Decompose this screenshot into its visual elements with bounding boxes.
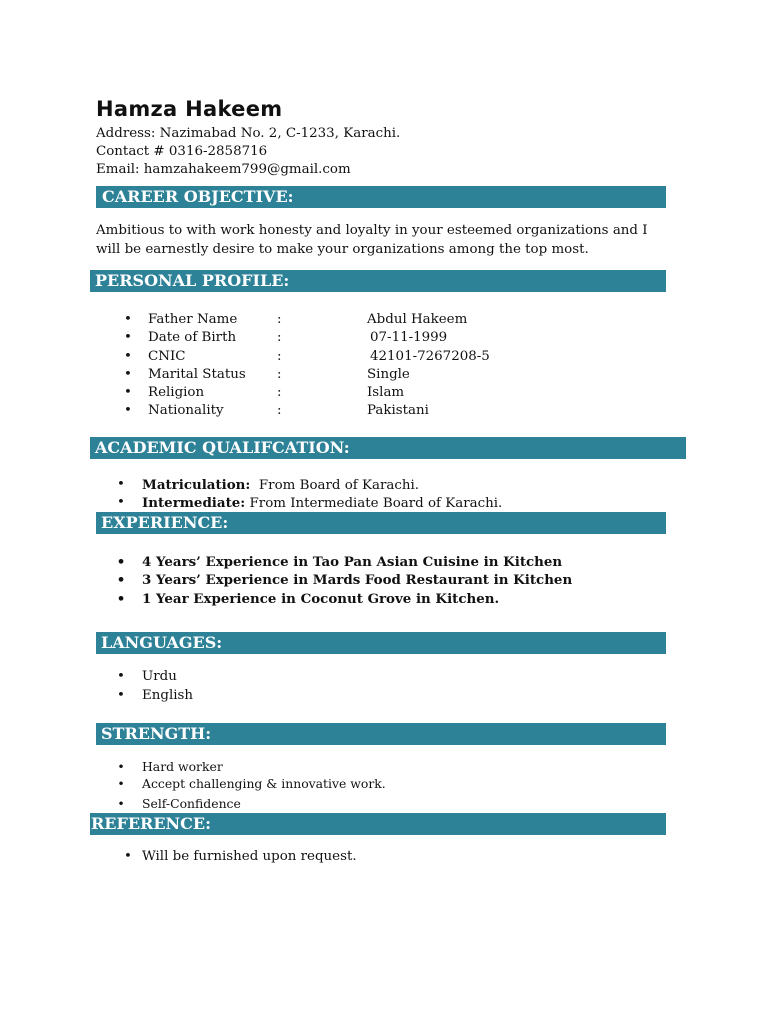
section-header-experience: EXPERIENCE:: [96, 512, 666, 534]
section-header-languages: LANGUAGES:: [96, 632, 666, 654]
bullet: •: [124, 330, 132, 345]
strength-item: Hard worker: [142, 759, 223, 774]
profile-value: Pakistani: [367, 403, 429, 418]
email-line: Email: hamzahakeem799@gmail.com: [96, 162, 351, 177]
experience-item: 4 Years’ Experience in Tao Pan Asian Cuisine in Kitchen: [142, 554, 563, 570]
bullet: •: [124, 385, 132, 400]
profile-value: Single: [367, 367, 410, 382]
profile-label: Father Name: [148, 312, 238, 327]
bullet: •: [124, 312, 132, 327]
experience-item: 1 Year Experience in Coconut Grove in Kitchen.: [142, 591, 500, 607]
profile-value: Islam: [367, 385, 405, 400]
profile-value: 42101-7267208-5: [370, 349, 490, 364]
profile-value: Abdul Hakeem: [367, 312, 468, 327]
bullet: •: [116, 554, 126, 570]
profile-separator: :: [277, 330, 282, 345]
candidate-name: Hamza Hakeem: [96, 97, 283, 121]
bullet: •: [117, 796, 125, 811]
profile-value: 07-11-1999: [370, 330, 448, 345]
bullet: •: [117, 669, 125, 684]
profile-label: Religion: [148, 385, 205, 400]
language-item: English: [142, 688, 194, 703]
profile-separator: :: [277, 367, 282, 382]
profile-label: Marital Status: [148, 367, 246, 382]
profile-label: Date of Birth: [148, 330, 237, 345]
contact-line: Contact # 0316-2858716: [96, 144, 268, 159]
section-header-personal-profile: PERSONAL PROFILE:: [90, 270, 666, 292]
profile-label: Nationality: [148, 403, 224, 418]
bullet: •: [124, 849, 132, 864]
academic-label: Intermediate:: [142, 495, 246, 511]
bullet: •: [117, 688, 125, 703]
strength-item: Accept challenging & innovative work.: [142, 776, 386, 791]
bullet: •: [117, 759, 125, 774]
bullet: •: [124, 367, 132, 382]
section-header-academic: ACADEMIC QUALIFCATION:: [90, 437, 686, 459]
profile-separator: :: [277, 349, 282, 364]
bullet: •: [116, 572, 126, 588]
section-header-career-objective: CAREER OBJECTIVE:: [96, 186, 666, 208]
bullet: •: [124, 403, 132, 418]
address-line: Address: Nazimabad No. 2, C-1233, Karachi.: [96, 126, 401, 141]
profile-separator: :: [277, 403, 282, 418]
section-header-reference: REFERENCE:: [90, 813, 666, 835]
reference-item: Will be furnished upon request.: [142, 849, 357, 864]
experience-item: 3 Years’ Experience in Mards Food Restaurant in Kitchen: [142, 572, 573, 588]
profile-separator: :: [277, 312, 282, 327]
profile-separator: :: [277, 385, 282, 400]
bullet: •: [124, 349, 132, 364]
bullet: •: [117, 495, 125, 510]
academic-label: Matriculation:: [142, 477, 251, 493]
academic-detail: From Intermediate Board of Karachi.: [249, 496, 503, 511]
bullet: •: [116, 591, 126, 607]
language-item: Urdu: [142, 669, 177, 684]
career-objective-text: Ambitious to with work honesty and loyalty in your esteemed organizations and I will be earnestly desire to make your organizations among the top most.: [96, 223, 648, 257]
profile-label: CNIC: [148, 349, 186, 364]
section-header-strength: STRENGTH:: [96, 723, 666, 745]
academic-detail: From Board of Karachi.: [258, 478, 420, 493]
bullet: •: [117, 477, 125, 492]
strength-item: Self-Confidence: [142, 796, 241, 811]
bullet: •: [117, 776, 125, 791]
